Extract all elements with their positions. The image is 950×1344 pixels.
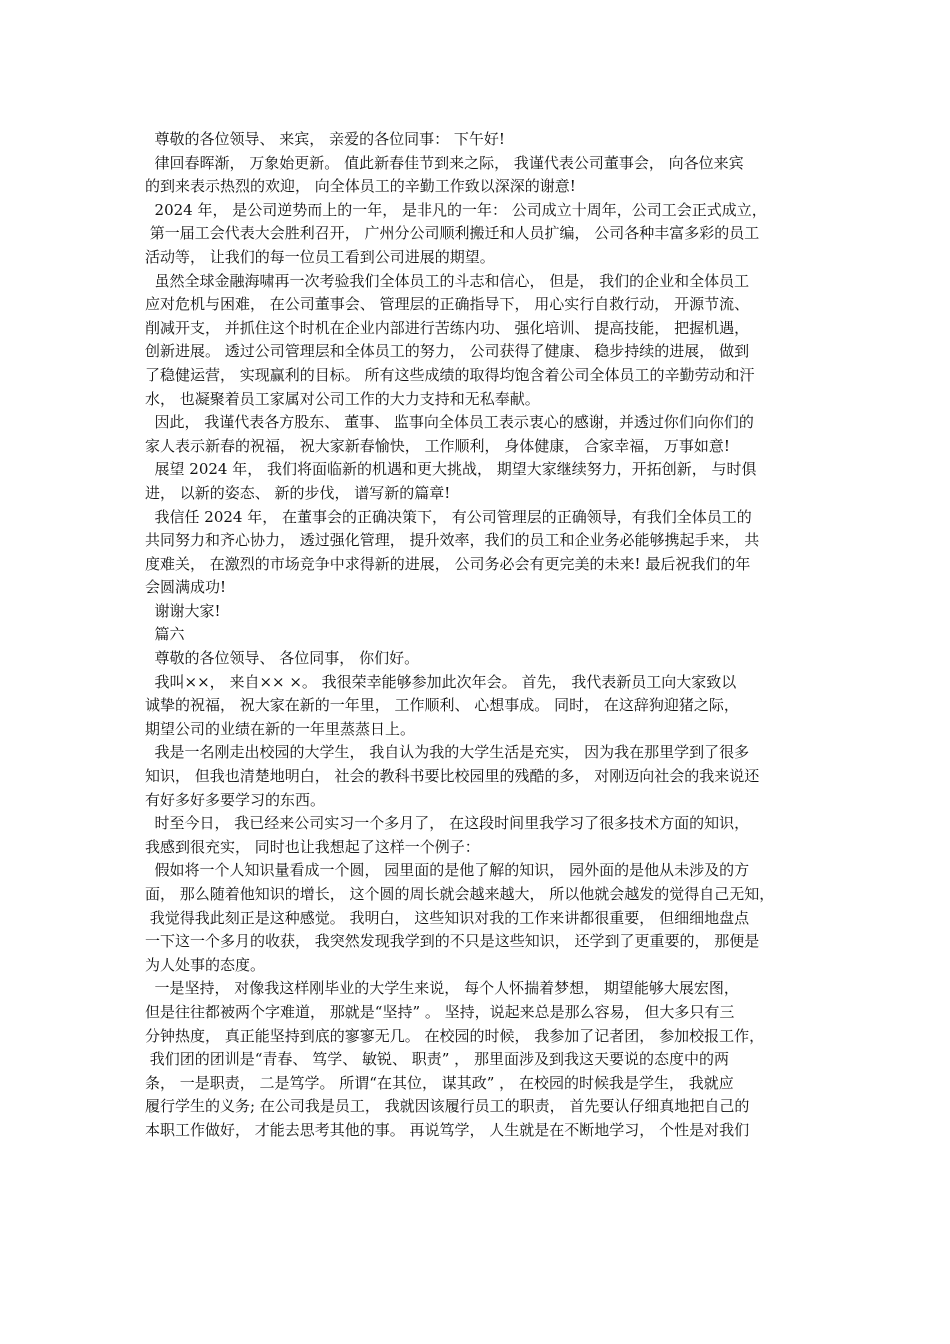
text-line: 的到来表示热烈的欢迎， 向全体员工的辛勤工作致以深深的谢意!: [145, 177, 576, 196]
section-heading: 篇六: [145, 625, 185, 644]
text-line: 我感到很充实， 同时也让我想起了这样一个例子：: [145, 837, 480, 856]
text-line: 一是坚持， 对像我这样刚毕业的大学生来说， 每个人怀揣着梦想， 期望能够大展宏图，: [145, 979, 739, 998]
text-line: 因此， 我谨代表各方股东、 董事、 监事向全体员工表示衷心的感谢，并透过你们向你们的: [145, 413, 754, 432]
text-line: 但是往往都被两个字难道， 那就是“坚持” 。 坚持，说起来总是那么容易， 但大多只有三: [145, 1002, 735, 1021]
text-line: 一下这一个多月的收获， 我突然发现我学到的不只是这些知识， 还学到了更重要的， 那便是: [145, 932, 760, 951]
text-line: 水， 也凝聚着员工家属对公司工作的大力支持和无私奉献。: [145, 389, 540, 408]
text-line: 知识， 但我也清楚地明白， 社会的教科书要比校园里的残酷的多， 对刚迈向社会的我来说还: [145, 767, 760, 786]
text-line: 律回春晖渐， 万象始更新。 值此新春佳节到来之际， 我谨代表公司董事会， 向各位来宾: [145, 153, 744, 172]
text-line: 尊敬的各位领导、 来宾， 亲爱的各位同事： 下午好!: [145, 130, 505, 148]
text-line: 应对危机与困难， 在公司董事会、 管理层的正确指导下， 用心实行自救行动， 开源节流、: [145, 295, 750, 314]
text-line: 我们团的团训是“青春、 笃学、 敏锐、 职责” ， 那里面涉及到我这天要说的态度中的两: [145, 1050, 729, 1069]
text-line: 尊敬的各位领导、 各位同事， 你们好。: [145, 649, 420, 668]
text-line: 有好多好多要学习的东西。: [145, 790, 326, 809]
text-line: 2024 年， 是公司逆势而上的一年， 是非凡的一年： 公司成立十周年，公司工会正式成立，: [145, 200, 767, 219]
text-line: 诚挚的祝福， 祝大家在新的一年里， 工作顺利、 心想事成。 同时， 在这辞狗迎猪之际，: [145, 696, 739, 715]
text-line: 我叫××， 来自×× ×。 我很荣幸能够参加此次年会。 首先， 我代表新员工向大家致以: [145, 672, 737, 691]
text-line: 时至今日， 我已经来公司实习一个多月了， 在这段时间里我学习了很多技术方面的知识，: [145, 814, 750, 833]
text-line: 我信任 2024 年， 在董事会的正确决策下， 有公司管理层的正确领导，有我们全体员工的: [145, 507, 752, 526]
text-line: 削减开支， 并抓住这个时机在企业内部进行苦练内功、 强化培训、 提高技能， 把握机遇，: [145, 318, 750, 337]
text-line: 分钟热度， 真正能坚持到底的寥寥无几。 在校园的时候， 我参加了记者团， 参加校报工作，: [145, 1026, 765, 1045]
text-line: 创新进展。 透过公司管理层和全体员工的努力， 公司获得了健康、 稳步持续的进展， 做到: [145, 342, 750, 361]
text-line: 了稳健运营， 实现赢利的目标。 所有这些成绩的取得均饱含着公司全体员工的辛勤劳动和汗: [145, 365, 755, 384]
text-line: 我觉得我此刻正是这种感觉。 我明白， 这些知识对我的工作来讲都很重要， 但细细地盘点: [145, 908, 750, 927]
document-body: [145, 128, 835, 1143]
text-line: 我是一名刚走出校园的大学生， 我自认为我的大学生活是充实， 因为我在那里学到了很多: [145, 743, 750, 762]
text-line: 虽然全球金融海啸再一次考验我们全体员工的斗志和信心， 但是， 我们的企业和全体员工: [145, 271, 750, 290]
text-line: 进， 以新的姿态、 新的步伐， 谱写新的篇章!: [145, 483, 451, 502]
text-line: 期望公司的业绩在新的一年里蒸蒸日上。: [145, 719, 416, 738]
text-line: 面， 那么随着他知识的增长， 这个圆的周长就会越来越大， 所以他就会越发的觉得自己无知，: [145, 885, 775, 903]
text-line: 会圆满成功!: [145, 578, 227, 597]
text-line: 家人表示新春的祝福， 祝大家新春愉快， 工作顺利， 身体健康， 合家幸福， 万事如意!: [145, 436, 730, 455]
text-line: 第一届工会代表大会胜利召开， 广州分公司顺利搬迁和人员扩编， 公司各种丰富多彩的员工: [145, 224, 760, 243]
text-line: 活动等， 让我们的每一位员工看到公司进展的期望。: [145, 247, 495, 266]
text-line: 为人处事的态度。: [145, 955, 266, 974]
text-line: 谢谢大家!: [145, 601, 221, 620]
text-line: 本职工作做好， 才能去思考其他的事。 再说笃学， 人生就是在不断地学习， 个性是对我们: [145, 1120, 750, 1139]
text-line: 度难关， 在激烈的市场竞争中求得新的进展， 公司务必会有更完美的未来! 最后祝我们的年: [145, 554, 751, 573]
text-line: 履行学生的义务; 在公司我是员工， 我就因该履行员工的职责， 首先要认仔细真地把自己的: [145, 1097, 750, 1116]
text-line: 展望 2024 年， 我们将面临新的机遇和更大挑战， 期望大家继续努力，开拓创新， 与时俱: [145, 460, 757, 479]
text-line: 条， 一是职责， 二是笃学。 所谓“在其位， 谋其政” ， 在校园的时候我是学生， 我就应: [145, 1073, 734, 1092]
text-line: 共同努力和齐心协力， 透过强化管理， 提升效率，我们的员工和企业务必能够携起手来， 共: [145, 531, 760, 550]
text-line: 假如将一个人知识量看成一个圆， 园里面的是他了解的知识， 园外面的是他从未涉及的方: [145, 861, 750, 880]
